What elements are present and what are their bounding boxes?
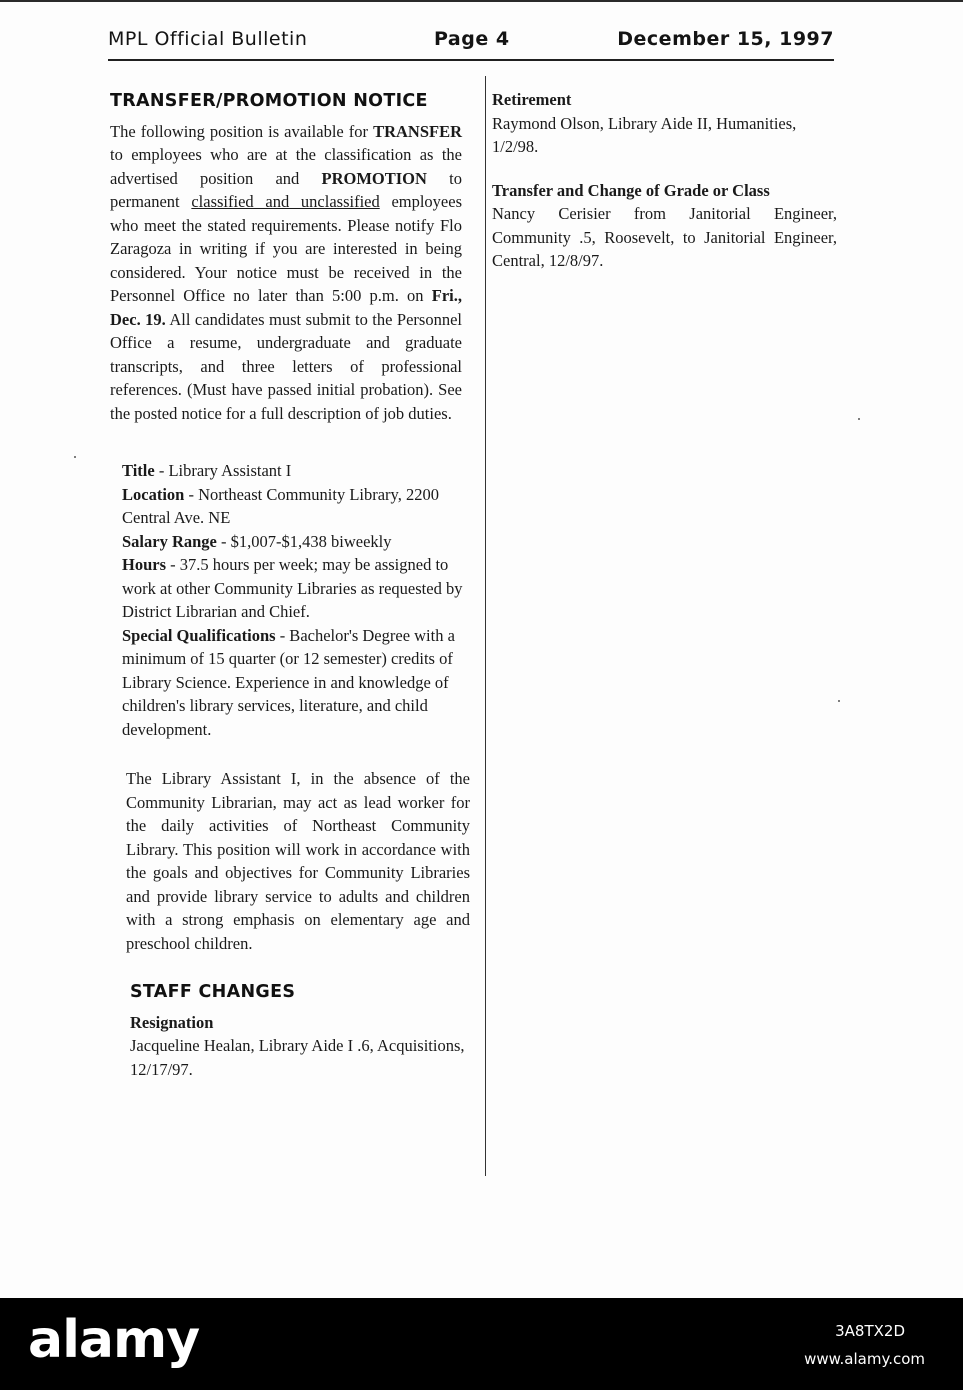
notice-text-2: to employees who are at the classification as the advertised position and bbox=[110, 145, 462, 188]
transfer-grade-block bbox=[492, 179, 837, 273]
alamy-logo: alamy bbox=[28, 1310, 200, 1370]
classified-underlined-text: classified and unclassified bbox=[191, 192, 380, 211]
job-location-label: Location bbox=[122, 484, 185, 504]
job-qualifications-label: Special Qualifications bbox=[122, 625, 276, 645]
site-url: www.alamy.com bbox=[804, 1350, 925, 1368]
left-column bbox=[110, 90, 470, 1081]
deadline-date: Fri., Dec. 19. bbox=[110, 286, 462, 329]
job-hours-label: Hours bbox=[122, 555, 167, 574]
column-divider bbox=[485, 76, 486, 1176]
transfer-grade-text: Nancy Cerisier from Janitorial Engineer, Community .5, Roosevelt, to Janitorial Engineer, Central, 12/8/97. bbox=[492, 204, 837, 270]
job-qualifications-value: - Bachelor's Degree with a minimum of 15 quarter (or 12 semester) credits of Library Science. Experience in and knowledge of children's library services, literature, and child development. bbox=[122, 625, 455, 739]
scan-speck bbox=[74, 456, 76, 458]
scan-speck bbox=[838, 700, 840, 702]
notice-text-3: to permanent bbox=[110, 168, 462, 211]
header-rule bbox=[108, 59, 834, 61]
job-title-label: Title bbox=[122, 461, 155, 480]
bulletin-date: December 15, 1997 bbox=[617, 28, 834, 50]
image-id: 3A8TX2D bbox=[835, 1322, 905, 1340]
transfer-notice-body bbox=[110, 120, 462, 426]
transfer-grade-heading: Transfer and Change of Grade or Class bbox=[492, 180, 770, 200]
job-hours-line bbox=[122, 553, 468, 624]
notice-text-4: employees who meet the stated requirements. Please notify Flo Zaragoza in writing if you are interested in being considered. Your notice must be received in the Personnel Office no later than 5:00 p.m. on bbox=[110, 192, 463, 305]
job-qualifications-line bbox=[122, 624, 468, 742]
staff-changes-section bbox=[130, 981, 470, 1081]
retirement-block bbox=[492, 88, 837, 159]
notice-text-5: All candidates must submit to the Personnel Office a resume, undergraduate and graduate transcripts, and three letters of professional references. (Must have passed initial probation). See the posted notice for a full description of job duties. bbox=[110, 309, 462, 423]
job-title-line bbox=[122, 459, 468, 483]
resignation-heading: Resignation bbox=[130, 1012, 214, 1032]
job-details bbox=[110, 459, 468, 741]
resignation-text: Jacqueline Healan, Library Aide I .6, Acquisitions, 12/17/97. bbox=[130, 1036, 465, 1079]
top-edge-rule bbox=[0, 0, 963, 2]
job-salary-label: Salary Range bbox=[122, 531, 217, 551]
notice-text-1: The following position is available for bbox=[110, 121, 374, 141]
scan-speck bbox=[858, 418, 860, 420]
job-location-line bbox=[122, 483, 468, 530]
transfer-notice-title: TRANSFER/PROMOTION NOTICE bbox=[110, 91, 428, 111]
job-description: The Library Assistant I, in the absence of the Community Librarian, may act as lead worker for the daily activities of Northeast Community Library. This position will work in accordance with the goals and objectives for Community Libraries and provide library service to adults and children with a strong emphasis on elementary age and preschool children. bbox=[126, 769, 470, 953]
job-location-value: - Northeast Community Library, 2200 Central Ave. NE bbox=[122, 484, 439, 527]
bulletin-name: MPL Official Bulletin bbox=[108, 28, 308, 50]
transfer-keyword: TRANSFER bbox=[373, 121, 462, 141]
right-column bbox=[492, 88, 837, 293]
job-salary-line bbox=[122, 530, 468, 554]
promotion-keyword: PROMOTION bbox=[321, 168, 427, 188]
page-number: Page 4 bbox=[434, 28, 510, 50]
job-title-value: - Library Assistant I bbox=[154, 461, 292, 480]
job-hours-value: - 37.5 hours per week; may be assigned to work at other Community Libraries as requested by District Librarian and Chief. bbox=[122, 555, 463, 621]
watermark-bar bbox=[0, 1298, 963, 1390]
job-salary-value: - $1,007-$1,438 biweekly bbox=[216, 531, 392, 551]
retirement-heading: Retirement bbox=[492, 90, 572, 109]
retirement-text: Raymond Olson, Library Aide II, Humanities, 1/2/98. bbox=[492, 113, 797, 156]
staff-changes-title: STAFF CHANGES bbox=[130, 982, 296, 1002]
